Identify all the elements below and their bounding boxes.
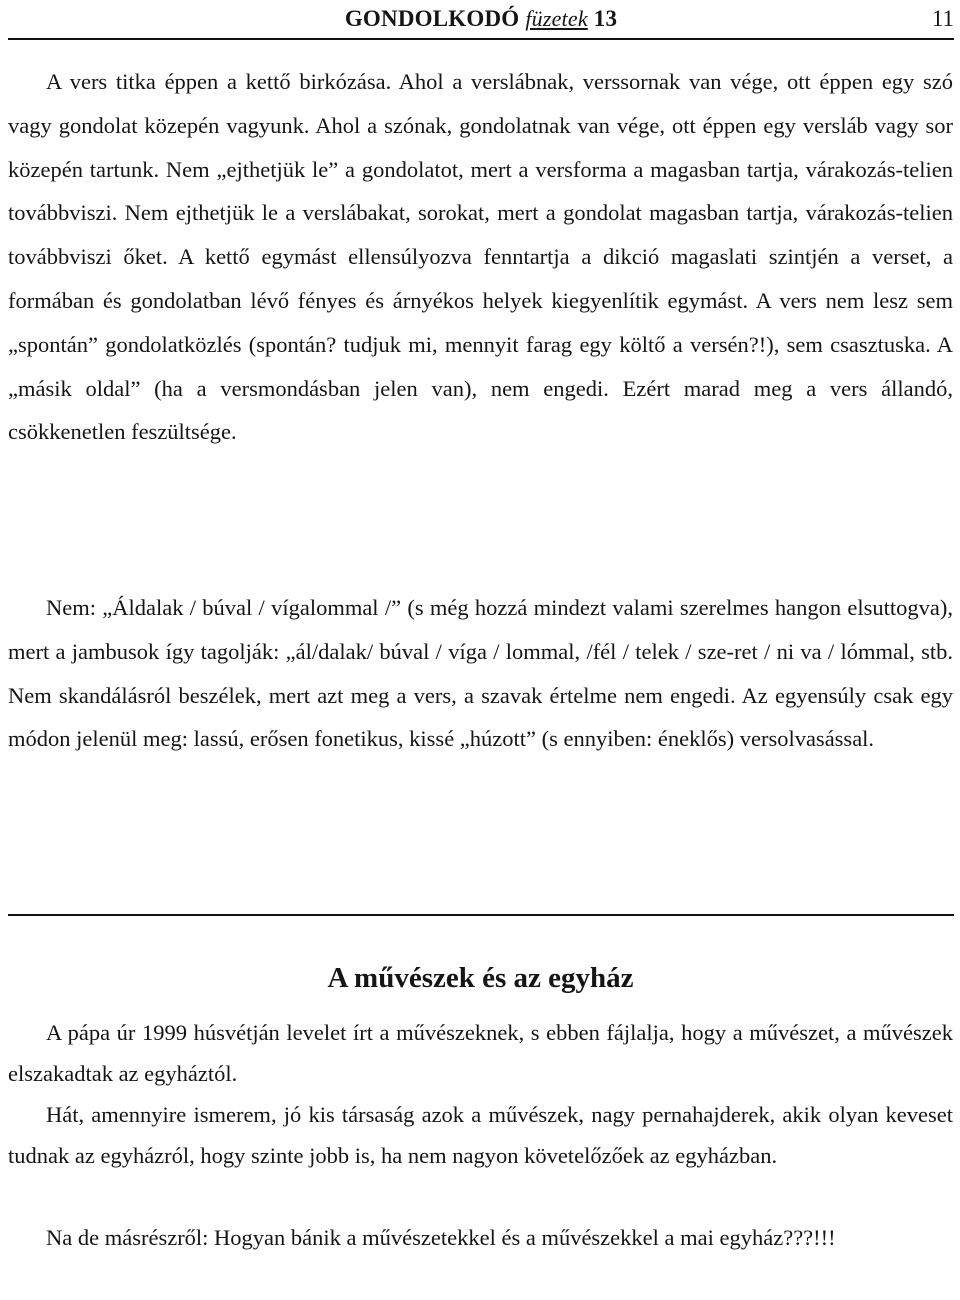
journal-header-title [8,6,954,32]
section-paragraph-2: Hát, amennyire ismerem, jó kis társaság azok a művészek, nagy pernahajderek, akik olyan keveset tudnak az egyházról, hogy szinte jobb is, ha nem nagyon követelőzőek az egyházban. [8,1102,953,1168]
body-paragraph-1: A vers titka éppen a kettő birkózása. Ahol a verslábnak, verssornak van vége, ott éppen egy szó vagy gondolat közepén vagyunk. Ahol a szónak, gondolatnak van vége, ott éppen egy versláb vagy sor közepén tartunk. Nem „ejthetjük le” a gondolatot, mert a versforma a magasban tartja, várakozás-telien továbbviszi. Nem ejthetjük le a verslábakat, sorokat, mert a gondolat magasban tartja, várakozás-telien továbbviszi őket. A kettő egymást ellensúlyozva fenntartja a dikció magaslati szintjén a verset, a formában és gondolatban lévő fényes és árnyékos helyek kiegyenlítik egymást. A vers nem lesz sem „spontán” gondolatközlés (spontán? tudjuk mi, mennyit farag egy költő a versén?!), sem csasztuska. A „másik oldal” (ha a versmondásban jelen van), nem engedi. Ezért marad meg a vers állandó, csökkenetlen feszültsége. [8,69,953,445]
section-paragraph-3: Na de másrészről: Hogyan bánik a művészetekkel és a művészekkel a mai egyház???!!! [46,1225,836,1250]
journal-name: GONDOLKODÓ [344,6,520,31]
section-title: A művészek és az egyház [327,962,634,994]
body-paragraph-2: Nem: „Áldalak / búval / vígalommal /” (s még hozzá mindezt valami szerelmes hangon elsuttogva), mert a jambusok így tagolják: „ál/dalak/ búval / víga / lommal, /fél / telek / sze-ret / ni va / lómmal, stb. Nem skandálásról beszélek, mert azt meg a vers, a szavak értelme nem engedi. Az egyensúly csak egy módon jelenül meg: lassú, erősen fonetikus, kissé „húzott” (s ennyiben: éneklős) versolvasással. [8,595,953,752]
running-head [8,6,954,36]
journal-series: füzetek [525,6,588,31]
section-divider [8,914,954,916]
issue-number: 13 [593,6,618,31]
section-paragraph-1: A pápa úr 1999 húsvétján levelet írt a művészeknek, s ebben fájlalja, hogy a művészet, a művészek elszakadtak az egyháztól. [8,1020,953,1086]
header-rule [8,38,954,40]
page-number: 11 [931,6,954,31]
